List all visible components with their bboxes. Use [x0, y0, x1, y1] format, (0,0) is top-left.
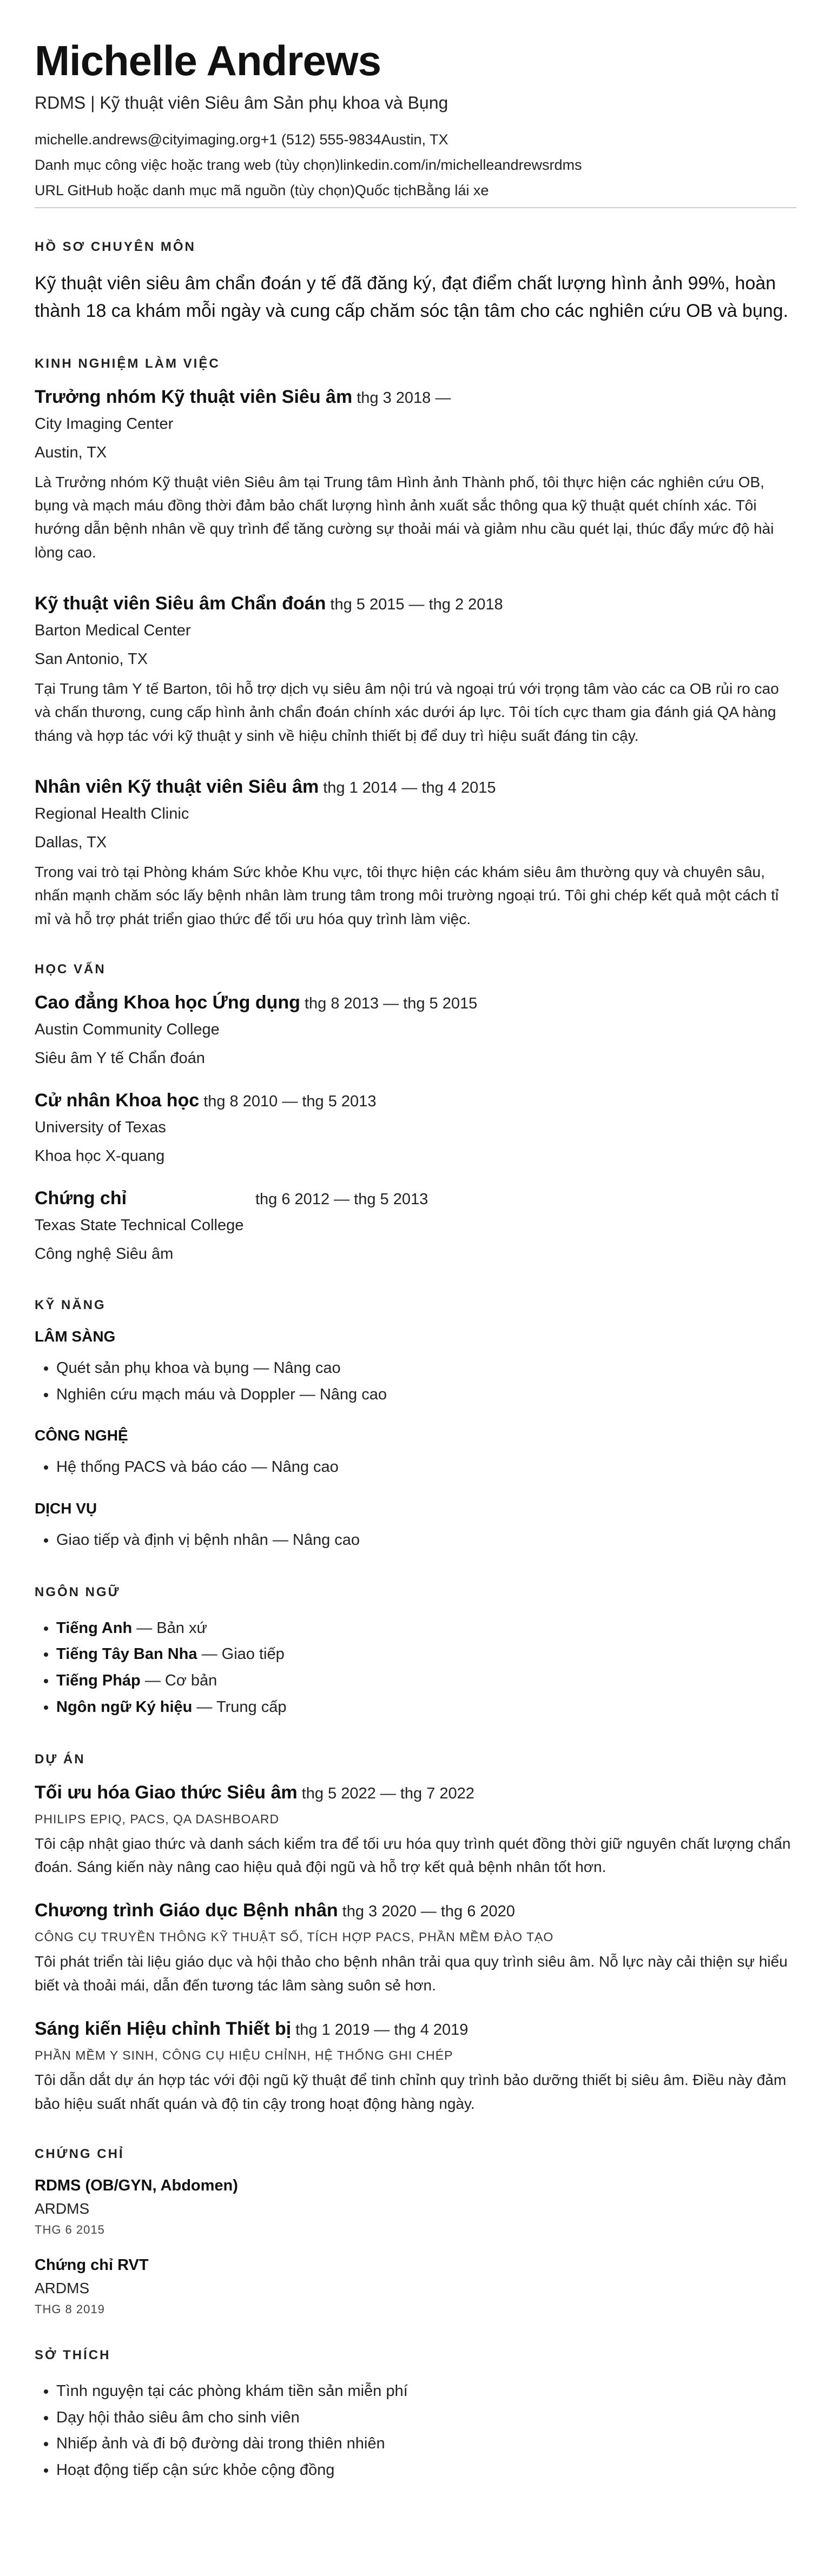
experience-item: [35, 776, 796, 931]
study-field: Khoa học X-quang: [35, 1147, 165, 1165]
job-date: thg 1 2014 — thg 4 2015: [323, 779, 496, 797]
skill-group: [35, 1328, 796, 1407]
project-description: Tôi dẫn dắt dự án hợp tác với đội ngũ kỹ thuật để tinh chỉnh quy trình bảo dưỡng thiết bị siêu âm. Điều này đảm bảo hiệu suất nhất quán và độ tin cậy trong hoạt động hàng ngày.: [35, 2072, 787, 2112]
project-keywords: PHẦN MỀM Y SINH, CÔNG CỤ HIỆU CHỈNH, HỆ THỐNG GHI CHÉP: [35, 2048, 453, 2063]
language-item: [56, 1641, 796, 1668]
language-item: [56, 1668, 796, 1694]
certificate-date: THG 6 2015: [35, 2222, 105, 2236]
language-name: Tiếng Pháp: [56, 1672, 141, 1690]
job-org: City Imaging Center: [35, 415, 174, 433]
job-date: thg 3 2018 —: [357, 389, 451, 407]
certificate-name: Chứng chỉ RVT: [35, 2256, 149, 2274]
project-date: thg 5 2022 — thg 7 2022: [301, 1784, 474, 1802]
degree-date: thg 8 2010 — thg 5 2013: [203, 1093, 377, 1111]
school-name: Austin Community College: [35, 1021, 220, 1039]
contact-line-2[interactable]: Danh mục công việc hoặc trang web (tùy chọn)linkedin.com/in/michelleandrewsrdms: [35, 157, 582, 174]
skill-item: • Quét sản phụ khoa và bụng — Nâng cao: [56, 1355, 796, 1382]
project-date: thg 3 2020 — thg 6 2020: [342, 1903, 515, 1921]
certificate-item: [35, 2256, 796, 2316]
language-level: — Bản xứ: [132, 1619, 207, 1637]
language-level: — Giao tiếp: [197, 1645, 285, 1663]
project-description: Tôi phát triển tài liệu giáo dục và hội thảo cho bệnh nhân trải qua quy trình siêu âm. Nỗ lực này cải thiện sự hiểu biết và thoải mái, dẫn đến tương tác lâm sàng suôn sẻ hơn.: [35, 1953, 788, 1994]
certificates-title: CHỨNG CHỈ: [35, 2146, 124, 2161]
degree-date: thg 6 2012 — thg 5 2013: [255, 1190, 428, 1208]
education-title: HỌC VẤN: [35, 962, 106, 977]
degree-title: Cử nhân Khoa học: [35, 1090, 200, 1111]
language-name: Tiếng Tây Ban Nha: [56, 1645, 197, 1663]
skill-group: [35, 1427, 796, 1480]
skill-category: CÔNG NGHỆ: [35, 1427, 128, 1444]
education-item: [35, 1090, 796, 1169]
project-date: thg 1 2019 — thg 4 2019: [295, 2021, 469, 2039]
projects-title: DỰ ÁN: [35, 1751, 85, 1767]
experience-section: [35, 356, 796, 931]
certificate-issuer: ARDMS: [35, 2279, 90, 2296]
interests-section: [35, 2348, 796, 2484]
school-name: Texas State Technical College: [35, 1216, 244, 1234]
languages-section: [35, 1585, 796, 1721]
certificate-item: [35, 2177, 796, 2237]
summary-text: Kỹ thuật viên siêu âm chẩn đoán y tế đã đăng ký, đạt điểm chất lượng hình ảnh 99%, hoàn thành 18 ca khám mỗi ngày và cung cấp chăm sóc tận tâm cho các nghiên cứu OB và bụng.: [35, 273, 789, 321]
contact-line-1[interactable]: michelle.andrews@cityimaging.org+1 (512) 555-9834Austin, TX: [35, 131, 449, 148]
skill-item: • Giao tiếp và định vị bệnh nhân — Nâng cao: [56, 1527, 796, 1553]
resume-header: [35, 39, 796, 208]
certificates-section: [35, 2147, 796, 2316]
skill-group: [35, 1500, 796, 1553]
header-divider: [35, 207, 796, 208]
degree-title: Cao đẳng Khoa học Ứng dụng: [35, 992, 300, 1013]
projects-section: [35, 1752, 796, 2115]
school-name: University of Texas: [35, 1119, 166, 1137]
project-title: Sáng kiến Hiệu chỉnh Thiết bị: [35, 2019, 292, 2040]
interest-item: • Tình nguyện tại các phòng khám tiền sản miễn phí: [56, 2378, 796, 2405]
education-section: [35, 962, 796, 1266]
project-item: [35, 1782, 796, 1879]
candidate-name: Michelle Andrews: [35, 37, 381, 84]
education-item: [35, 992, 796, 1071]
languages-title: NGÔN NGỮ: [35, 1584, 121, 1599]
project-keywords: PHILIPS EPIQ, PACS, QA DASHBOARD: [35, 1811, 280, 1826]
job-location: Austin, TX: [35, 443, 107, 461]
skills-section: [35, 1298, 796, 1553]
experience-item: [35, 387, 796, 564]
language-level: — Trung cấp: [192, 1698, 287, 1716]
skill-item: • Hệ thống PACS và báo cáo — Nâng cao: [56, 1454, 796, 1480]
experience-title: KINH NGHIỆM LÀM VIỆC: [35, 356, 220, 371]
skill-category: LÂM SÀNG: [35, 1327, 116, 1345]
project-item: [35, 2019, 796, 2115]
project-item: [35, 1900, 796, 1997]
interest-item: • Nhiếp ảnh và đi bộ đường dài trong thiên nhiên: [56, 2431, 796, 2457]
project-title: Tối ưu hóa Giao thức Siêu âm: [35, 1782, 298, 1803]
job-location: Dallas, TX: [35, 834, 107, 852]
language-name: Tiếng Anh: [56, 1619, 133, 1637]
language-item: [56, 1694, 796, 1721]
language-name: Ngôn ngữ Ký hiệu: [56, 1698, 193, 1716]
certificate-issuer: ARDMS: [35, 2200, 90, 2217]
interests-title: SỞ THÍCH: [35, 2347, 111, 2362]
certificate-name: RDMS (OB/GYN, Abdomen): [35, 2176, 238, 2194]
job-date: thg 5 2015 — thg 2 2018: [330, 596, 503, 614]
job-location: San Antonio, TX: [35, 650, 148, 668]
job-org: Regional Health Clinic: [35, 805, 189, 823]
job-title: Kỹ thuật viên Siêu âm Chẩn đoán: [35, 593, 326, 614]
job-org: Barton Medical Center: [35, 622, 191, 640]
job-title: Nhân viên Kỹ thuật viên Siêu âm: [35, 776, 319, 798]
study-field: Siêu âm Y tế Chẩn đoán: [35, 1050, 205, 1067]
summary-section: [35, 240, 796, 325]
skill-category: DỊCH VỤ: [35, 1499, 97, 1517]
interest-item: • Hoạt động tiếp cận sức khỏe cộng đồng: [56, 2457, 796, 2484]
language-item: [56, 1615, 796, 1642]
project-keywords: CÔNG CỤ TRUYỀN THÔNG KỸ THUẬT SỐ, TÍCH HỢP PACS, PHẦN MỀM ĐÀO TẠO: [35, 1930, 554, 1944]
experience-item: [35, 593, 796, 747]
degree-date: thg 8 2013 — thg 5 2015: [304, 995, 478, 1013]
job-description: Tại Trung tâm Y tế Barton, tôi hỗ trợ dịch vụ siêu âm nội trú và ngoại trú với trọng tâm vào các ca OB rủi ro cao và chấn thương, cung cấp hình ảnh chẩn đoán chính xác dưới áp lực. Tôi tích cực tham gia đánh giá QA hàng tháng và hợp tác với kỹ thuật y sinh về hiệu chỉnh thiết bị để duy trì hiệu suất đáng tin cậy.: [35, 680, 779, 744]
skill-item: • Nghiên cứu mạch máu và Doppler — Nâng cao: [56, 1382, 796, 1408]
summary-title: HỒ SƠ CHUYÊN MÔN: [35, 239, 196, 254]
job-description: Là Trưởng nhóm Kỹ thuật viên Siêu âm tại Trung tâm Hình ảnh Thành phố, tôi thực hiện các nghiên cứu OB, bụng và mạch máu đồng thời đảm bảo chất lượng hình ảnh xuất sắc thông qua kỹ thuật quét chính xác. Tôi hướng dẫn bệnh nhân về quy trình để tăng cường sự thoải mái và giảm nhu cầu quét lại, thúc đẩy mức độ hài lòng cao.: [35, 473, 774, 561]
interest-item: • Dạy hội thảo siêu âm cho sinh viên: [56, 2405, 796, 2431]
contact-block: [35, 127, 796, 204]
job-title: Trưởng nhóm Kỹ thuật viên Siêu âm: [35, 386, 353, 407]
contact-line-3: URL GitHub hoặc danh mục mã nguồn (tùy chọn)Quốc tịchBằng lái xe: [35, 182, 489, 199]
job-description: Trong vai trò tại Phòng khám Sức khỏe Khu vực, tôi thực hiện các khám siêu âm thường quy và chuyên sâu, nhấn mạnh chăm sóc lấy bệnh nhân làm trung tâm trong môi trường ngoại trú. Tôi ghi chép kết quả một cách tỉ mỉ và hỗ trợ phát triển giao thức để tối ưu hóa quy trình làm việc.: [35, 864, 779, 927]
certificate-date: THG 8 2019: [35, 2302, 105, 2316]
study-field: Công nghệ Siêu âm: [35, 1245, 174, 1263]
project-description: Tôi cập nhật giao thức và danh sách kiểm tra để tối ưu hóa quy trình quét đồng thời giữ nguyên chất lượng chẩn đoán. Sáng kiến này nâng cao hiệu quả đội ngũ và hỗ trợ kết quả bệnh nhân tốt hơn.: [35, 1835, 791, 1875]
skills-title: KỸ NĂNG: [35, 1297, 106, 1312]
education-item: [35, 1188, 796, 1266]
headline: RDMS | Kỹ thuật viên Siêu âm Sản phụ khoa và Bụng: [35, 92, 449, 112]
project-title: Chương trình Giáo dục Bệnh nhân: [35, 1900, 338, 1921]
language-level: — Cơ bản: [140, 1672, 217, 1690]
degree-title: Chứng chỉ: [35, 1187, 127, 1209]
